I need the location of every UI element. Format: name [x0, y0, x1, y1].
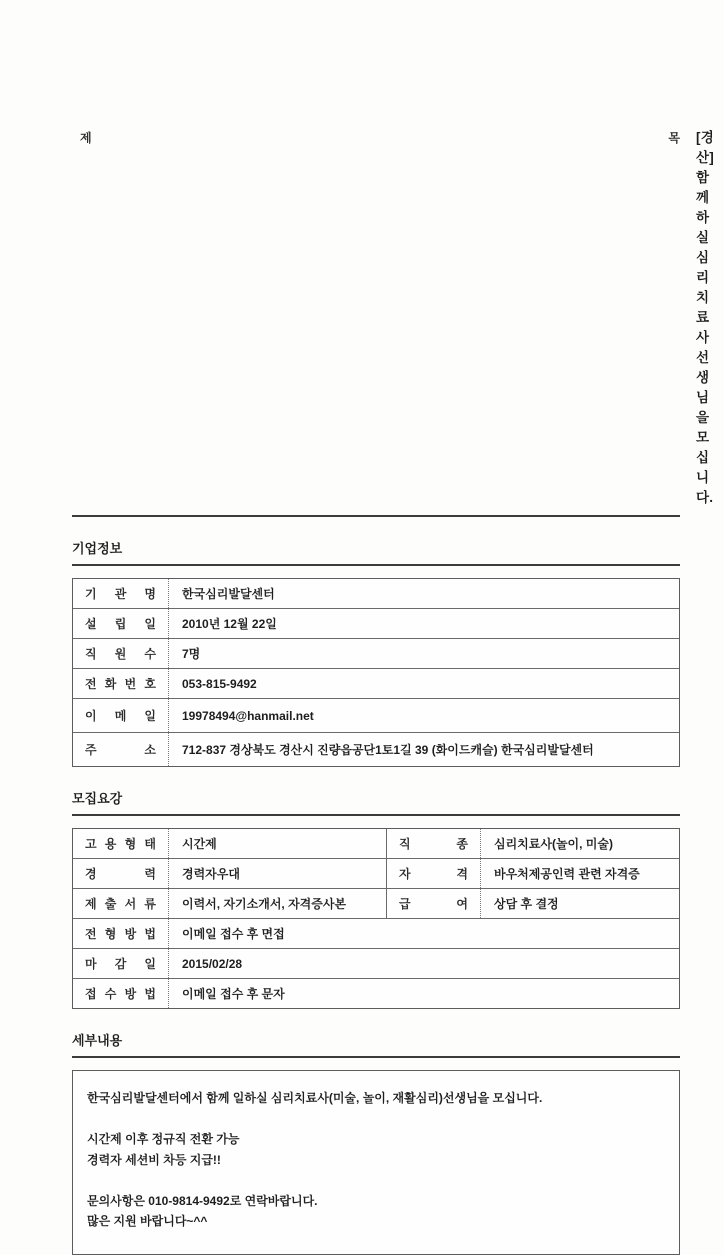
detail-line-contact: 문의사항은 010-9814-9492로 연락바랍니다. [87, 1193, 318, 1208]
detail-line-intro: 한국심리발달센터에서 함께 일하실 심리치료사(미술, 놀이, 재활심리)선생님을 모십니다. [87, 1091, 543, 1105]
section-details [72, 1030, 680, 1255]
table-row-address [73, 732, 679, 766]
section-recruitment [72, 788, 680, 1009]
table-row-documents-and-salary [73, 888, 679, 918]
row-value-qualification: 바우처제공인력 관련 자격증 [494, 867, 640, 881]
detail-line-session-pay: 경력자 세션비 차등 지급!! [87, 1152, 221, 1167]
row-value-career: 경력자우대 [182, 867, 240, 881]
row-value-salary: 상담 후 결정 [494, 897, 559, 911]
table-row-selection-method [73, 918, 679, 948]
company-info-table [72, 578, 680, 767]
row-label: 주 소 [85, 743, 156, 757]
title-field-label: 제 목 [80, 131, 680, 145]
detail-line-fulltime: 시간제 이후 정규직 전환 가능 [87, 1132, 240, 1146]
page-title: [경산] 함께하실 심리치료사 선생님을 모십니다. [696, 130, 714, 505]
table-row-organization [73, 579, 679, 608]
row-label: 경 력 [85, 867, 156, 881]
row-value-deadline: 2015/02/28 [182, 956, 243, 971]
row-value-documents: 이력서, 자기소개서, 자격증사본 [182, 897, 347, 911]
row-label: 제 출 서 류 [85, 897, 156, 911]
table-row-founded-date [73, 608, 679, 638]
row-value-apply-method: 이메일 접수 후 문자 [182, 987, 285, 1001]
row-value-employment-type: 시간제 [182, 837, 217, 851]
table-row-employee-count [73, 638, 679, 668]
document-title-row [72, 126, 714, 517]
row-label: 직 종 [399, 837, 468, 851]
table-row-career-and-qualification [73, 858, 679, 888]
row-value-employee-count: 7명 [182, 647, 201, 661]
row-label: 자 격 [399, 867, 468, 881]
details-text-box [72, 1070, 680, 1255]
section-company-info [72, 538, 680, 767]
recruitment-table [72, 828, 680, 1009]
row-label: 직 원 수 [85, 647, 156, 661]
row-label: 전 형 방 법 [85, 927, 156, 941]
row-value-founded-date: 2010년 12월 22일 [182, 617, 277, 631]
row-value-selection-method: 이메일 접수 후 면접 [182, 927, 285, 941]
detail-line-blank [87, 1109, 665, 1130]
row-value-phone: 053-815-9492 [182, 676, 257, 691]
table-row-employment-type-and-job [73, 829, 679, 858]
table-row-deadline [73, 948, 679, 978]
row-label: 기 관 명 [85, 587, 156, 601]
section-heading-details: 세부내용 [72, 1030, 680, 1058]
section-heading-recruitment: 모집요강 [72, 788, 680, 816]
detail-line-blank [87, 1170, 665, 1191]
table-row-email [73, 698, 679, 732]
row-label: 접 수 방 법 [85, 987, 156, 1001]
table-row-apply-method [73, 978, 679, 1008]
row-value-job-type: 심리치료사(놀이, 미술) [494, 837, 613, 851]
table-row-phone [73, 668, 679, 698]
row-value-address: 712-837 경상북도 경산시 진량읍공단1토1길 39 (화이드캐슬) 한국심리발달센터 [182, 743, 594, 757]
row-label: 마 감 일 [85, 957, 156, 971]
row-value-organization: 한국심리발달센터 [182, 587, 275, 601]
row-label: 이 메 일 [85, 709, 156, 723]
row-label: 전 화 번 호 [85, 677, 156, 691]
row-value-email: 19978494@hanmail.net [182, 708, 314, 723]
section-heading-company: 기업정보 [72, 538, 680, 566]
detail-line-closing: 많은 지원 바랍니다~^^ [87, 1214, 208, 1228]
row-label: 고 용 형 태 [85, 837, 156, 851]
row-label: 설 립 일 [85, 617, 156, 631]
row-label: 급 여 [399, 897, 468, 911]
